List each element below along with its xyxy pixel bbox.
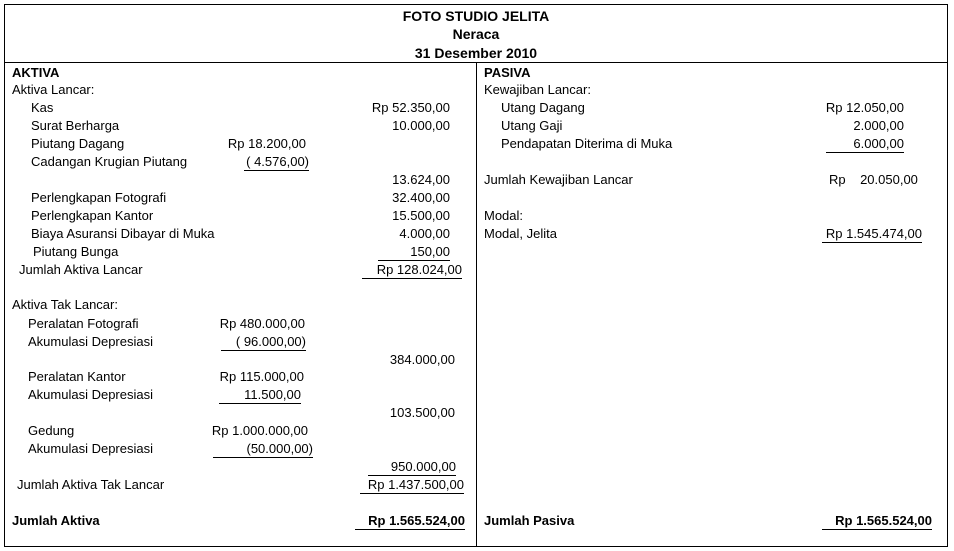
jumlah-aktiva-value: Rp 1.565.524,00 xyxy=(355,513,465,530)
cadangan-label: Cadangan Krugian Piutang xyxy=(31,154,188,169)
akum-gedung-sub: (50.000,00) xyxy=(213,441,313,458)
surat-value: 10.000,00 xyxy=(392,118,450,133)
jumlah-tak-lancar-value: Rp 1.437.500,00 xyxy=(360,477,464,494)
cadangan-sub: ( 4.576,00) xyxy=(244,154,309,171)
jumlah-pasiva-label: Jumlah Pasiva xyxy=(484,513,575,528)
jumlah-lancar-value: Rp 128.024,00 xyxy=(362,262,462,279)
akum-kantor-sub: 11.500,00 xyxy=(219,387,301,404)
akum-kantor-label: Akumulasi Depresiasi xyxy=(28,387,153,402)
piutang-bunga-label: Piutang Bunga xyxy=(33,244,119,259)
foto-net-value: 384.000,00 xyxy=(389,352,455,367)
report-date: 31 Desember 2010 xyxy=(414,45,538,61)
kas-value: Rp 52.350,00 xyxy=(371,100,450,115)
jumlah-kewajiban-value: Rp 20.050,00 xyxy=(829,172,918,187)
asuransi-label: Biaya Asuransi Dibayar di Muka xyxy=(31,226,215,241)
aktiva-lancar-title: Aktiva Lancar: xyxy=(12,82,95,97)
pendapatan-label: Pendapatan Diterima di Muka xyxy=(501,136,673,151)
gedung-sub: Rp 1.000.000,00 xyxy=(211,423,308,438)
perl-foto-value: 32.400,00 xyxy=(392,190,450,205)
gedung-label: Gedung xyxy=(28,423,75,438)
kantor-net-value: 103.500,00 xyxy=(389,405,455,420)
jumlah-tak-lancar-label: Jumlah Aktiva Tak Lancar xyxy=(17,477,165,492)
akum-gedung-label: Akumulasi Depresiasi xyxy=(28,441,153,456)
asuransi-value: 4.000,00 xyxy=(399,226,450,241)
peralatan-foto-sub: Rp 480.000,00 xyxy=(219,316,305,331)
utang-dagang-value: Rp 12.050,00 xyxy=(825,100,904,115)
utang-dagang-label: Utang Dagang xyxy=(501,100,585,115)
akum-foto-sub: ( 96.000,00) xyxy=(221,334,306,351)
modal-title: Modal: xyxy=(484,208,524,223)
gedung-net-value: 950.000,00 xyxy=(368,459,456,476)
jumlah-kewajiban-label: Jumlah Kewajiban Lancar xyxy=(484,172,633,187)
utang-gaji-value: 2.000,00 xyxy=(853,118,904,133)
surat-label: Surat Berharga xyxy=(31,118,120,133)
report-title: Neraca xyxy=(452,26,500,42)
jumlah-pasiva-value: Rp 1.565.524,00 xyxy=(822,513,932,530)
peralatan-kantor-label: Peralatan Kantor xyxy=(28,369,126,384)
piutang-sub: Rp 18.200,00 xyxy=(227,136,306,151)
perl-kantor-label: Perlengkapan Kantor xyxy=(31,208,154,223)
piutang-net-value: 13.624,00 xyxy=(392,172,450,187)
perl-kantor-value: 15.500,00 xyxy=(392,208,450,223)
piutang-bunga-value: 150,00 xyxy=(378,244,450,261)
peralatan-foto-label: Peralatan Fotografi xyxy=(28,316,139,331)
company-name: FOTO STUDIO JELITA xyxy=(402,8,550,24)
jumlah-aktiva-label: Jumlah Aktiva xyxy=(12,513,100,528)
akum-foto-label: Akumulasi Depresiasi xyxy=(28,334,153,349)
modal-label: Modal, Jelita xyxy=(484,226,557,241)
column-divider xyxy=(476,62,477,547)
jumlah-lancar-label: Jumlah Aktiva Lancar xyxy=(19,262,143,277)
aktiva-title: AKTIVA xyxy=(12,65,60,80)
tak-lancar-title: Aktiva Tak Lancar: xyxy=(12,297,118,312)
piutang-label: Piutang Dagang xyxy=(31,136,125,151)
kewajiban-title: Kewajiban Lancar: xyxy=(484,82,591,97)
peralatan-kantor-sub: Rp 115.000,00 xyxy=(219,369,304,384)
perl-foto-label: Perlengkapan Fotografi xyxy=(31,190,167,205)
pasiva-title: PASIVA xyxy=(484,65,531,80)
utang-gaji-label: Utang Gaji xyxy=(501,118,563,133)
pendapatan-value: 6.000,00 xyxy=(826,136,904,153)
kas-label: Kas xyxy=(31,100,54,115)
modal-value: Rp 1.545.474,00 xyxy=(822,226,922,243)
